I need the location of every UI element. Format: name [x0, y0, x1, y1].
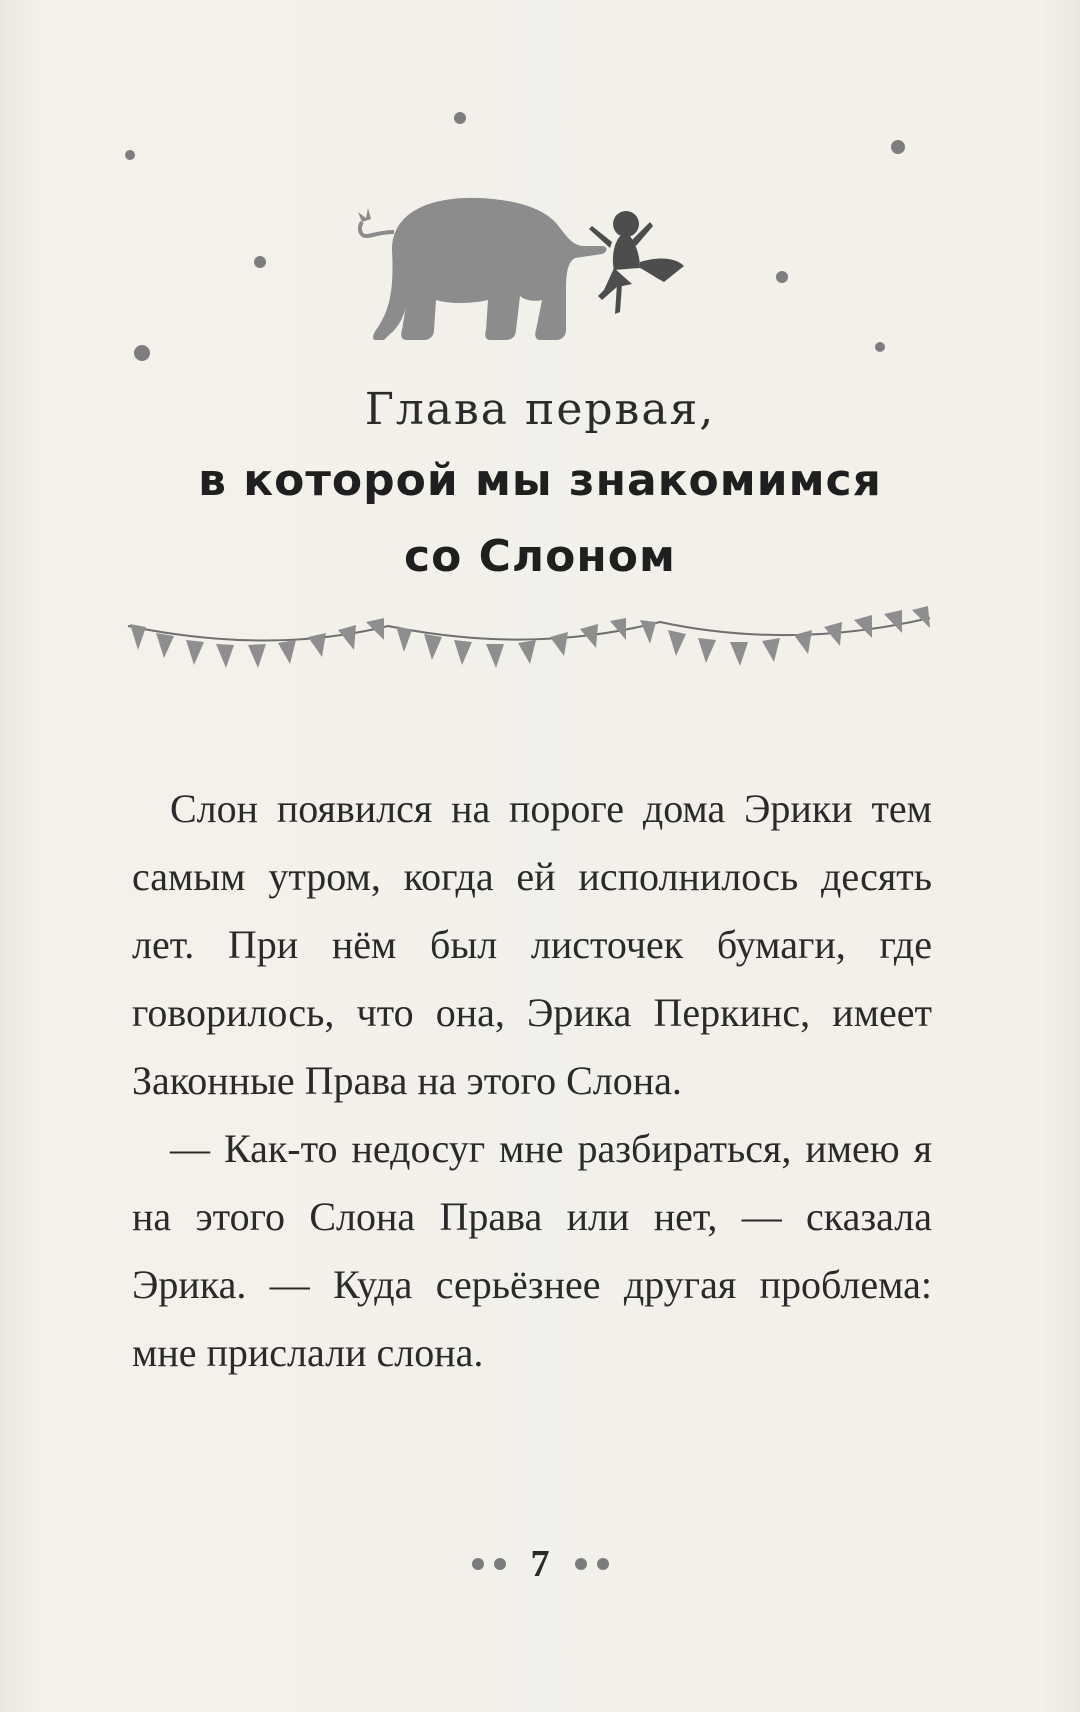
chapter-illustration [0, 0, 1080, 700]
footer-dot-icon [494, 1558, 506, 1570]
footer-dot-icon [575, 1558, 587, 1570]
chapter-title-line-2: со Слоном [404, 531, 676, 582]
elephant-icon [358, 198, 607, 340]
chapter-title-line-1: в которой мы знакомимся [198, 455, 882, 506]
footer-dot-icon [472, 1558, 484, 1570]
body-text [132, 775, 932, 1387]
page-footer [0, 1542, 1080, 1586]
bunting-garland [128, 606, 930, 668]
chapter-number: Глава первая, [364, 384, 716, 435]
footer-dot-icon [597, 1558, 609, 1570]
paragraph: — Как-то недосуг мне разбираться, имею я на этого Слона Права или нет, — сказала Эрика. — Куда серьёзнее другая проблема: мне прислали слона. [132, 1126, 932, 1375]
chapter-heading [0, 380, 1080, 592]
page-number: 7 [530, 1543, 550, 1585]
paragraph: Слон появился на пороге дома Эрики тем самым утром, когда ей исполнилось десять лет. При нём был листочек бумаги, где говорилось, что она, Эрика Перкинс, имеет Законные Права на этого Слона. [132, 786, 932, 1103]
girl-icon [589, 211, 684, 314]
